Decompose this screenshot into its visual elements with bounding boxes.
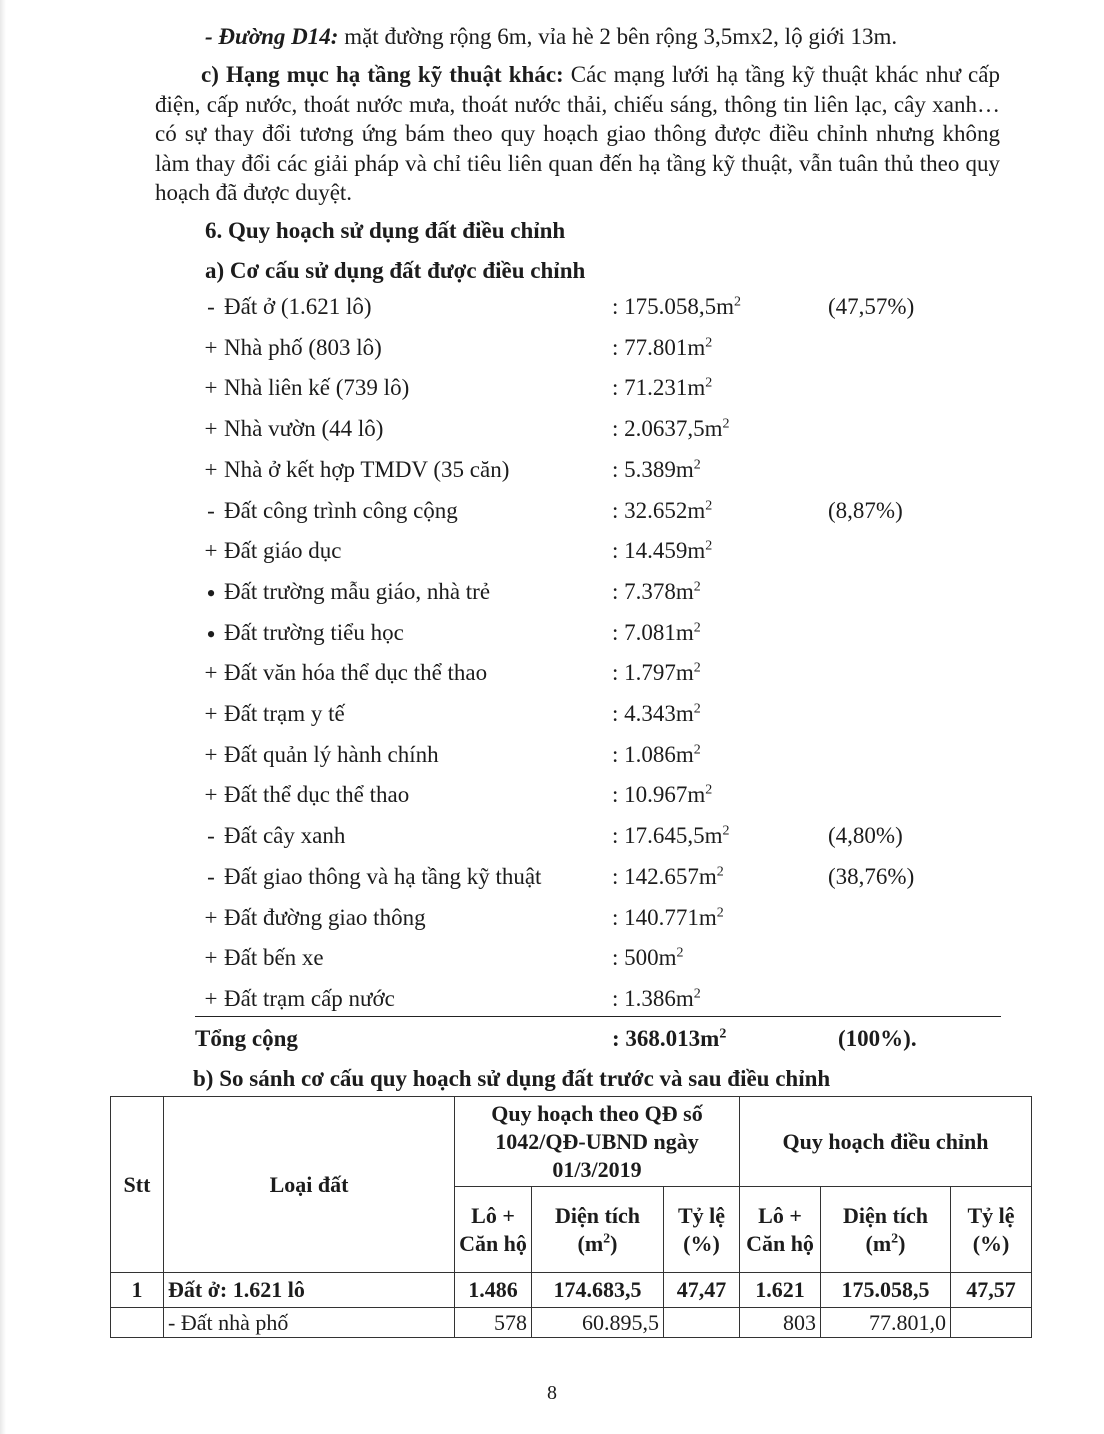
land-use-area: : $1.086m^2$	[612, 741, 701, 767]
header-before-ratio: Tỷ lệ (%)	[664, 1187, 740, 1273]
road-d14-label: - Đường D14:	[205, 24, 339, 49]
land-use-marker: +	[204, 660, 218, 686]
header-before-lots: Lô + Căn hộ	[455, 1187, 532, 1273]
land-use-label: Đất cây xanh	[224, 823, 346, 849]
header-before-area: Diện tích $(m^2)$	[532, 1187, 664, 1273]
row-before-lots: 1.486	[455, 1273, 532, 1308]
other-infrastructure-label: c) Hạng mục hạ tầng kỹ thuật khác:	[201, 62, 564, 87]
other-infrastructure-text: Các mạng lưới hạ tầng kỹ thuật khác như cấp điện, cấp nước, thoát nước mưa, thoát nước thải, chiếu sáng, thông tin liên lạc, cây xanh… có sự thay đổi tương ứng bám theo quy hoạch giao thông được điều chỉnh nhưng không làm thay đổi các giải pháp và chỉ tiêu liên quan đến hạ tầng kỹ thuật, vẫn tuân thủ theo quy hoạch đã được duyệt.	[155, 62, 1000, 205]
land-use-label: Đất giáo dục	[224, 538, 342, 564]
land-use-area: : $77.801m^2$	[612, 334, 713, 360]
table-row	[111, 1273, 1032, 1308]
header-stt: Stt	[111, 1097, 164, 1273]
land-use-area: : $7.081m^2$	[612, 619, 701, 645]
row-after-area: 175.058,5	[821, 1273, 951, 1308]
section-b-heading: b) So sánh cơ cấu quy hoạch sử dụng đất trước và sau điều chỉnh	[193, 1066, 831, 1091]
land-use-row	[0, 864, 1104, 898]
total-divider	[195, 1016, 1001, 1017]
land-use-percent: (4,80%)	[828, 823, 903, 849]
land-use-marker: +	[204, 904, 218, 930]
land-use-area: : $7.378m^2$	[612, 578, 701, 604]
header-after-area: Diện tích $(m^2)$	[821, 1187, 951, 1273]
land-use-row	[0, 457, 1104, 491]
row-before-ratio: 47,47	[664, 1273, 740, 1308]
land-use-row	[0, 579, 1104, 613]
land-use-row	[0, 986, 1104, 1020]
land-use-marker: +	[204, 538, 218, 564]
total-value: : $368.013m^2$	[612, 1026, 727, 1051]
total-label: Tổng cộng	[195, 1026, 298, 1051]
land-use-area: : $14.459m^2$	[612, 538, 713, 564]
land-use-row	[0, 945, 1104, 979]
land-use-marker: +	[204, 782, 218, 808]
section-6-heading: 6. Quy hoạch sử dụng đất điều chỉnh	[205, 218, 566, 243]
road-d14-text: mặt đường rộng 6m, vỉa hè 2 bên rộng 3,5mx2, lộ giới 13m.	[338, 24, 898, 49]
land-use-label: Đất trường tiểu học	[224, 619, 404, 645]
total-percent: (100%).	[838, 1026, 917, 1051]
row-before-area: 60.895,5	[532, 1308, 664, 1338]
land-use-row	[0, 538, 1104, 572]
land-use-area: : $17.645,5m^2$	[612, 823, 730, 849]
land-use-marker: +	[204, 945, 218, 971]
row-before-ratio	[664, 1308, 740, 1338]
land-use-label: Đất bến xe	[224, 945, 324, 971]
table-row	[111, 1308, 1032, 1338]
land-use-label: Nhà phố (803 lô)	[224, 334, 382, 360]
land-use-label: Nhà vườn (44 lô)	[224, 416, 384, 442]
land-use-area: : $1.386m^2$	[612, 985, 701, 1011]
row-after-ratio: 47,57	[951, 1273, 1032, 1308]
row-land-type: - Đất nhà phố	[164, 1308, 455, 1338]
comparison-table	[110, 1096, 1032, 1338]
land-use-label: Đất trường mẫu giáo, nhà trẻ	[224, 578, 491, 604]
row-after-ratio	[951, 1308, 1032, 1338]
land-use-marker: +	[204, 456, 218, 482]
land-use-row	[0, 701, 1104, 735]
land-use-row	[0, 335, 1104, 369]
land-use-marker: -	[207, 294, 215, 319]
land-use-marker: +	[204, 375, 218, 401]
header-after: Quy hoạch điều chỉnh	[740, 1097, 1032, 1187]
row-stt: 1	[111, 1273, 164, 1308]
header-after-lots: Lô + Căn hộ	[740, 1187, 821, 1273]
land-use-marker: +	[204, 985, 218, 1011]
land-use-area: : $32.652m^2$	[612, 497, 713, 523]
land-use-marker: -	[207, 823, 215, 849]
road-d14-line	[205, 24, 897, 50]
row-after-lots: 1.621	[740, 1273, 821, 1308]
land-use-row	[0, 823, 1104, 857]
row-before-area: 174.683,5	[532, 1273, 664, 1308]
land-use-marker: +	[204, 701, 218, 726]
land-use-label: Đất công trình công cộng	[224, 497, 458, 523]
land-use-area: : $2.0637,5m^2$	[612, 416, 730, 442]
land-use-marker: +	[204, 334, 218, 360]
land-use-marker: •	[206, 578, 216, 608]
land-use-label: Đất thể dục thể thao	[224, 782, 410, 808]
land-use-area: : $500m^2$	[612, 945, 684, 971]
land-use-percent: (38,76%)	[828, 863, 915, 889]
land-use-label: Đất quản lý hành chính	[224, 741, 439, 767]
row-stt	[111, 1308, 164, 1338]
table-header-row	[111, 1097, 1032, 1187]
land-use-row	[0, 742, 1104, 776]
land-use-row	[0, 782, 1104, 816]
land-use-area: : $10.967m^2$	[612, 782, 713, 808]
land-use-row	[0, 905, 1104, 939]
land-use-marker: +	[204, 741, 218, 767]
land-use-row	[0, 660, 1104, 694]
land-use-label: Đất ở (1.621 lô)	[224, 294, 372, 319]
land-use-label: Đất đường giao thông	[224, 904, 426, 930]
land-use-row	[0, 375, 1104, 409]
land-use-area: : $4.343m^2$	[612, 701, 701, 726]
land-use-area: : $140.771m^2$	[612, 904, 724, 930]
header-after-ratio: Tỷ lệ (%)	[951, 1187, 1032, 1273]
land-use-label: Đất trạm y tế	[224, 701, 345, 726]
header-before: Quy hoạch theo QĐ số 1042/QĐ-UBND ngày 01/3/2019	[455, 1097, 740, 1187]
land-use-label: Nhà liên kế (739 lô)	[224, 375, 410, 401]
land-use-label: Đất văn hóa thể dục thể thao	[224, 660, 488, 686]
land-use-row	[0, 294, 1104, 328]
row-after-area: 77.801,0	[821, 1308, 951, 1338]
section-a-heading: a) Cơ cấu sử dụng đất được điều chỉnh	[205, 258, 586, 283]
total-row	[0, 1026, 1104, 1060]
header-land-type: Loại đất	[164, 1097, 455, 1273]
row-land-type: Đất ở: 1.621 lô	[164, 1273, 455, 1308]
row-after-lots: 803	[740, 1308, 821, 1338]
page-number: 8	[547, 1382, 557, 1404]
land-use-area: : $5.389m^2$	[612, 456, 701, 482]
other-infrastructure-paragraph	[155, 60, 1000, 208]
land-use-row	[0, 620, 1104, 654]
land-use-area: : $71.231m^2$	[612, 375, 713, 401]
land-use-label: Nhà ở kết hợp TMDV (35 căn)	[224, 456, 510, 482]
land-use-marker: -	[207, 497, 215, 523]
land-use-percent: (8,87%)	[828, 497, 903, 523]
land-use-row	[0, 498, 1104, 532]
land-use-marker: -	[207, 863, 215, 889]
land-use-row	[0, 416, 1104, 450]
land-use-area: : $142.657m^2$	[612, 863, 724, 889]
land-use-label: Đất trạm cấp nước	[224, 985, 395, 1011]
land-use-marker: •	[206, 619, 216, 649]
row-before-lots: 578	[455, 1308, 532, 1338]
land-use-label: Đất giao thông và hạ tầng kỹ thuật	[224, 863, 542, 889]
land-use-percent: (47,57%)	[828, 294, 915, 319]
land-use-area: : $175.058,5m^2$	[612, 294, 742, 319]
land-use-marker: +	[204, 416, 218, 442]
land-use-area: : $1.797m^2$	[612, 660, 701, 686]
